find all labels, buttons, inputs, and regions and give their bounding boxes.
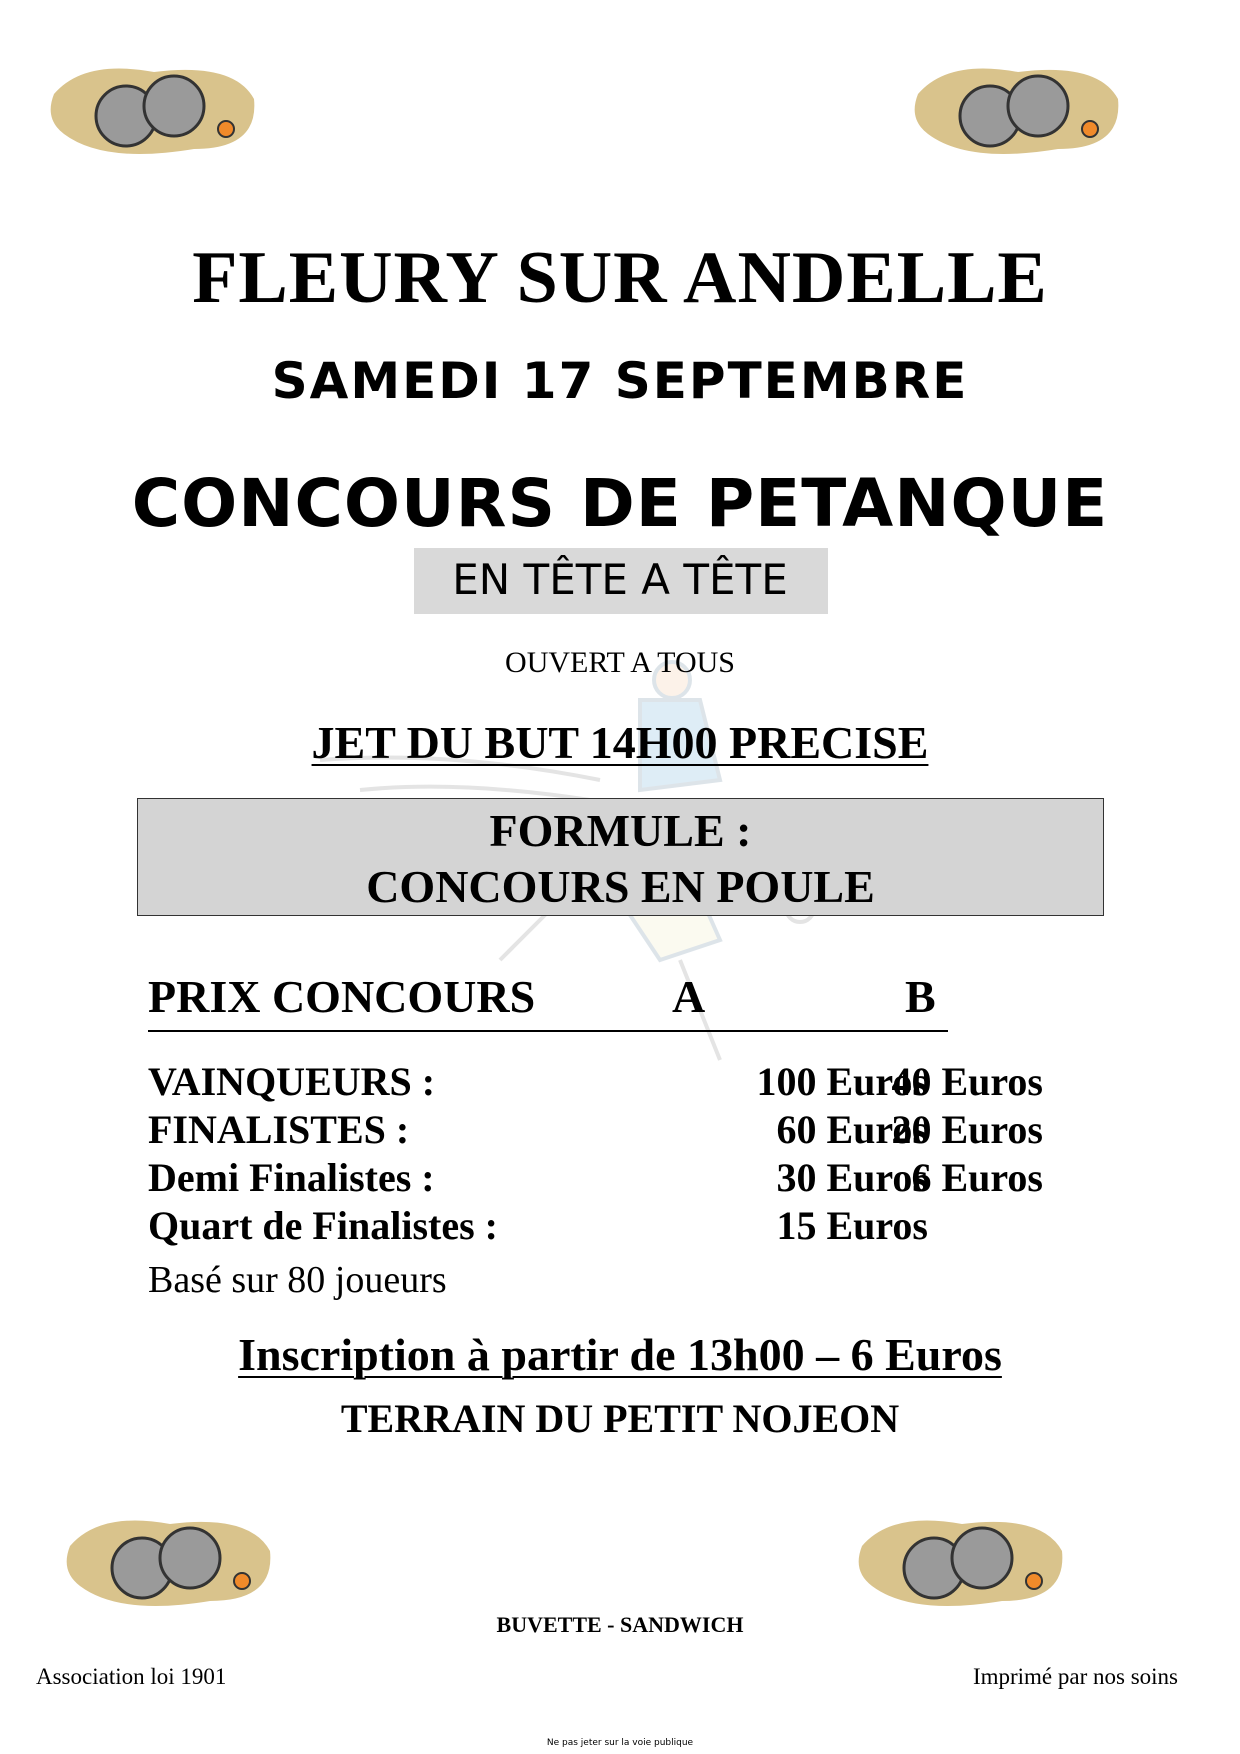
prize-row-b: 40 Euros bbox=[891, 1059, 1043, 1104]
prize-table-header bbox=[148, 970, 948, 1032]
petanque-boules-icon bbox=[852, 1506, 1067, 1621]
prize-basis: Basé sur 80 joueurs bbox=[148, 1259, 447, 1301]
prize-row-label: Quart de Finalistes : bbox=[148, 1203, 498, 1248]
formula-box bbox=[137, 798, 1104, 916]
prize-row-label: VAINQUEURS : bbox=[148, 1059, 436, 1104]
registration-info: Inscription à partir de 13h00 – 6 Euros bbox=[238, 1329, 1002, 1380]
poster-title: FLEURY SUR ANDELLE bbox=[192, 237, 1048, 319]
prize-row-label: Demi Finalistes : bbox=[148, 1155, 435, 1200]
event-subtitle: EN TÊTE A TÊTE bbox=[452, 555, 788, 604]
formula-value: CONCOURS EN POULE bbox=[366, 861, 875, 912]
prize-col-b: B bbox=[905, 971, 936, 1022]
prize-col-a: A bbox=[672, 971, 706, 1022]
prize-row bbox=[148, 1106, 1048, 1154]
start-time: JET DU BUT 14H00 PRECISE bbox=[311, 717, 929, 768]
event-name: CONCOURS DE PETANQUE bbox=[131, 465, 1109, 542]
prize-row-a: 100 Euros bbox=[756, 1059, 928, 1104]
venue: TERRAIN DU PETIT NOJEON bbox=[340, 1396, 900, 1441]
petanque-boules-icon bbox=[44, 54, 259, 169]
prize-row-a: 30 Euros bbox=[776, 1155, 928, 1200]
refreshments: BUVETTE - SANDWICH bbox=[496, 1612, 744, 1637]
open-to-all: OUVERT A TOUS bbox=[505, 646, 735, 679]
prize-row bbox=[148, 1154, 1048, 1202]
prize-row-a: 15 Euros bbox=[776, 1203, 928, 1248]
prize-row bbox=[148, 1202, 1048, 1250]
printed-note: Imprimé par nos soins bbox=[972, 1664, 1178, 1689]
petanque-boules-icon bbox=[908, 54, 1123, 169]
litter-notice: Ne pas jeter sur la voie publique bbox=[546, 1738, 694, 1748]
prize-row-label: FINALISTES : bbox=[148, 1107, 410, 1152]
prize-row-b: 6 Euros bbox=[911, 1155, 1043, 1200]
event-date: SAMEDI 17 SEPTEMBRE bbox=[271, 352, 969, 410]
formula-label: FORMULE : bbox=[489, 805, 752, 856]
association-note: Association loi 1901 bbox=[36, 1664, 227, 1689]
prize-row bbox=[148, 1058, 1048, 1106]
prize-header-label: PRIX CONCOURS bbox=[148, 971, 536, 1022]
petanque-boules-icon bbox=[60, 1506, 275, 1621]
prize-row-a: 60 Euros bbox=[776, 1107, 928, 1152]
prize-row-b: 20 Euros bbox=[891, 1107, 1043, 1152]
